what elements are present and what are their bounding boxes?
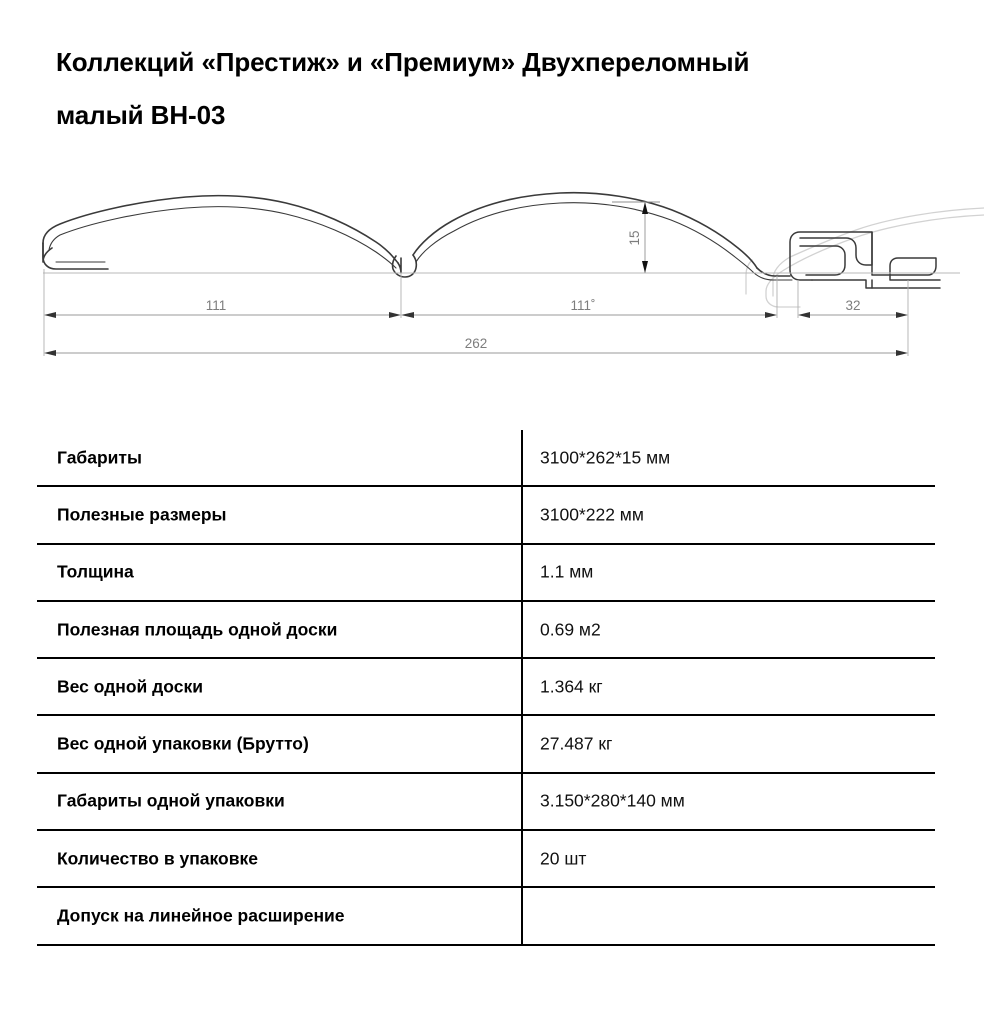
table-row: [37, 430, 935, 487]
spec-label: Допуск на линейное расширение: [57, 905, 345, 926]
spec-value: 0.69 м2: [540, 619, 601, 640]
spec-label: Вес одной доски: [57, 676, 203, 697]
spec-value: 1.1 мм: [540, 561, 594, 582]
interlock-joint-detail: [790, 232, 940, 288]
dimension-label-262: 262: [464, 336, 488, 351]
spec-label: Толщина: [57, 561, 134, 582]
spec-label: Полезные размеры: [57, 504, 227, 525]
table-row: [37, 659, 935, 716]
profile-outline-path: [43, 193, 790, 277]
spec-value: 20 шт: [540, 848, 587, 869]
table-row: [37, 487, 935, 544]
spec-label: Полезная площадь одной доски: [57, 619, 338, 640]
phantom-mating-panel-lines: [746, 208, 984, 307]
table-row: [37, 602, 935, 659]
spec-label: Габариты: [57, 447, 142, 468]
dimension-total-width-262: [44, 336, 908, 356]
dimension-extension-lines: [44, 202, 908, 356]
spec-value: 3100*262*15 мм: [540, 447, 671, 468]
page-title-line-1: Коллекций «Престиж» и «Премиум» Двухпереломный: [56, 47, 750, 77]
page-title: [56, 36, 916, 142]
spec-label: Вес одной упаковки (Брутто): [57, 733, 309, 754]
spec-label: Количество в упаковке: [57, 848, 258, 869]
table-row: [37, 545, 935, 602]
table-row: [37, 831, 935, 888]
spec-value: 27.487 кг: [540, 733, 613, 754]
page-title-line-2: малый ВН-03: [56, 100, 226, 130]
table-row: [37, 716, 935, 773]
dimension-label-111-right: 111˚: [570, 298, 596, 313]
spec-value: 3100*222 мм: [540, 504, 644, 525]
dimension-profile-height-15: [612, 202, 660, 273]
specifications-table: [37, 430, 935, 946]
table-row: [37, 774, 935, 831]
profile-cross-section-svg: [0, 160, 984, 385]
dimension-lock-width-32: [798, 298, 908, 318]
dimension-label-111-left: 111: [205, 298, 227, 313]
table-row: [37, 888, 935, 945]
dimension-left-panel-111: [44, 298, 401, 318]
spec-value: 1.364 кг: [540, 676, 603, 697]
dimension-label-15: 15: [627, 230, 642, 246]
spec-value: 3.150*280*140 мм: [540, 790, 685, 811]
spec-label: Габариты одной упаковки: [57, 790, 285, 811]
specifications-table-body: [37, 430, 935, 946]
profile-technical-drawing: [0, 160, 984, 385]
dimension-right-panel-111: [401, 298, 777, 318]
dimension-label-32: 32: [845, 298, 861, 313]
